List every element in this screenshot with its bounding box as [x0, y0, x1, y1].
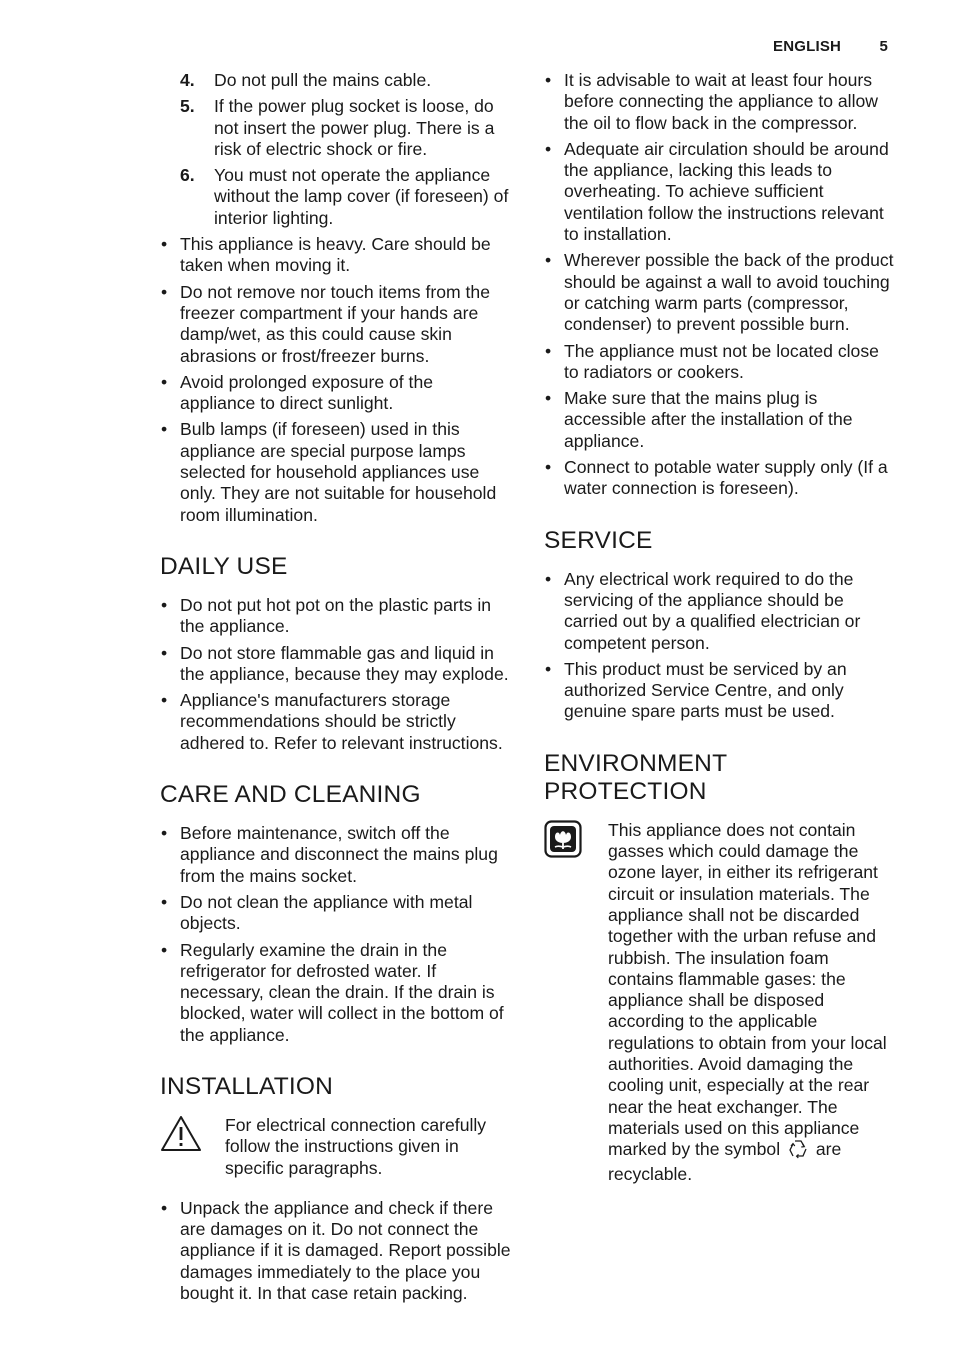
list-item: • Do not put hot pot on the plastic parts in the appliance. [180, 595, 512, 638]
list-item: • Do not remove nor touch items from the freezer compartment if your hands are damp/wet, as this could cause skin abrasions or frost/freezer burns. [180, 282, 512, 367]
list-item: • Before maintenance, switch off the appliance and disconnect the mains plug from the mains socket. [180, 823, 512, 887]
right-column [544, 70, 896, 1186]
environment-protection-block [544, 820, 896, 1186]
item-number: 5. [180, 96, 195, 117]
list-item: • Avoid prolonged exposure of the appliance to direct sunlight. [180, 372, 512, 415]
list-item: • This product must be serviced by an authorized Service Centre, and only genuine spare parts must be used. [564, 659, 896, 723]
list-item: • Do not store flammable gas and liquid in the appliance, because they may explode. [180, 643, 512, 686]
installation-list-right [544, 70, 896, 500]
list-item: • Adequate air circulation should be around the appliance, lacking this leads to overheating. To achieve sufficient ventilation follow the instructions relevant to installation. [564, 139, 896, 245]
list-item: • The appliance must not be located close to radiators or cookers. [564, 341, 896, 384]
daily-use-heading: DAILY USE [160, 552, 288, 580]
item-number: 4. [180, 70, 195, 90]
page-header [773, 38, 888, 55]
environment-text [608, 820, 896, 1186]
environment-flower-icon [544, 820, 582, 863]
installation-list-left [160, 1198, 512, 1304]
safety-bullet-list [160, 234, 512, 526]
list-item: • It is advisable to wait at least four hours before connecting the appliance to allow the oil to flow back in the compressor. [564, 70, 896, 134]
installation-warning [160, 1115, 512, 1179]
list-item: • Bulb lamps (if foreseen) used in this appliance are special purpose lamps selected for household appliances use only. They are not suitable for household room illumination. [180, 419, 512, 525]
item-number: 6. [180, 165, 195, 186]
warning-triangle-icon [160, 1115, 202, 1158]
item-text: You must not operate the appliance without the lamp cover (if foreseen) of interior lighting. [214, 165, 509, 228]
list-item: • This appliance is heavy. Care should be taken when moving it. [180, 234, 512, 277]
list-item: • Any electrical work required to do the servicing of the appliance should be carried out by a qualified electrician or competent person. [564, 569, 896, 654]
language-label: ENGLISH [773, 38, 842, 55]
list-item: • Wherever possible the back of the product should be against a wall to avoid touching or catching warm parts (compressor, condenser) to prevent possible burn. [564, 250, 896, 335]
list-item: • Appliance's manufacturers storage recommendations should be strictly adhered to. Refer to relevant instructions. [180, 690, 512, 754]
page-number: 5 [879, 38, 888, 55]
list-item: • Regularly examine the drain in the refrigerator for defrosted water. If necessary, clean the drain. If the drain is blocked, water will collect in the bottom of the appliance. [180, 940, 512, 1046]
list-item: • Do not clean the appliance with metal objects. [180, 892, 512, 935]
list-item [180, 96, 512, 160]
item-text: Do not pull the mains cable. [214, 70, 432, 90]
care-cleaning-list [160, 823, 512, 1046]
list-item [180, 165, 512, 229]
safety-numbered-list [160, 70, 512, 229]
warning-text: For electrical connection carefully follow the instructions given in specific paragraphs. [225, 1114, 487, 1178]
environment-text-end: are recyclable. [608, 1139, 842, 1185]
service-heading: SERVICE [544, 526, 653, 554]
list-item: • Unpack the appliance and check if there are damages on it. Do not connect the appliance if it is damaged. Report possible damages immediately to the place you bought it. In that case retain packing. [180, 1198, 512, 1304]
left-column [160, 70, 512, 1309]
list-item [180, 70, 512, 91]
list-item: • Connect to potable water supply only (If a water connection is foreseen). [564, 457, 896, 500]
environment-heading: ENVIRONMENT PROTECTION [544, 749, 727, 805]
environment-text-main: This appliance does not contain gasses which could damage the ozone layer, in either its refrigerant circuit or insulation materials. The appliance shall not be discarded together with the urban refuse and rubbish. The insulation foam contains flammable gases: the appliance shall be disposed according to the applicable regulations to obtain from your local authorities. Avoid damaging the cooling unit, especially at the rear near the heat exchanger. The materials used on this appliance marked by the symbol [608, 819, 887, 1160]
service-list [544, 569, 896, 723]
care-cleaning-heading: CARE AND CLEANING [160, 781, 421, 809]
installation-heading: INSTALLATION [160, 1072, 334, 1100]
daily-use-list [160, 595, 512, 754]
recycle-icon [787, 1139, 809, 1164]
list-item: • Make sure that the mains plug is accessible after the installation of the appliance. [564, 388, 896, 452]
item-text: If the power plug socket is loose, do not insert the power plug. There is a risk of electric shock or fire. [214, 96, 495, 159]
